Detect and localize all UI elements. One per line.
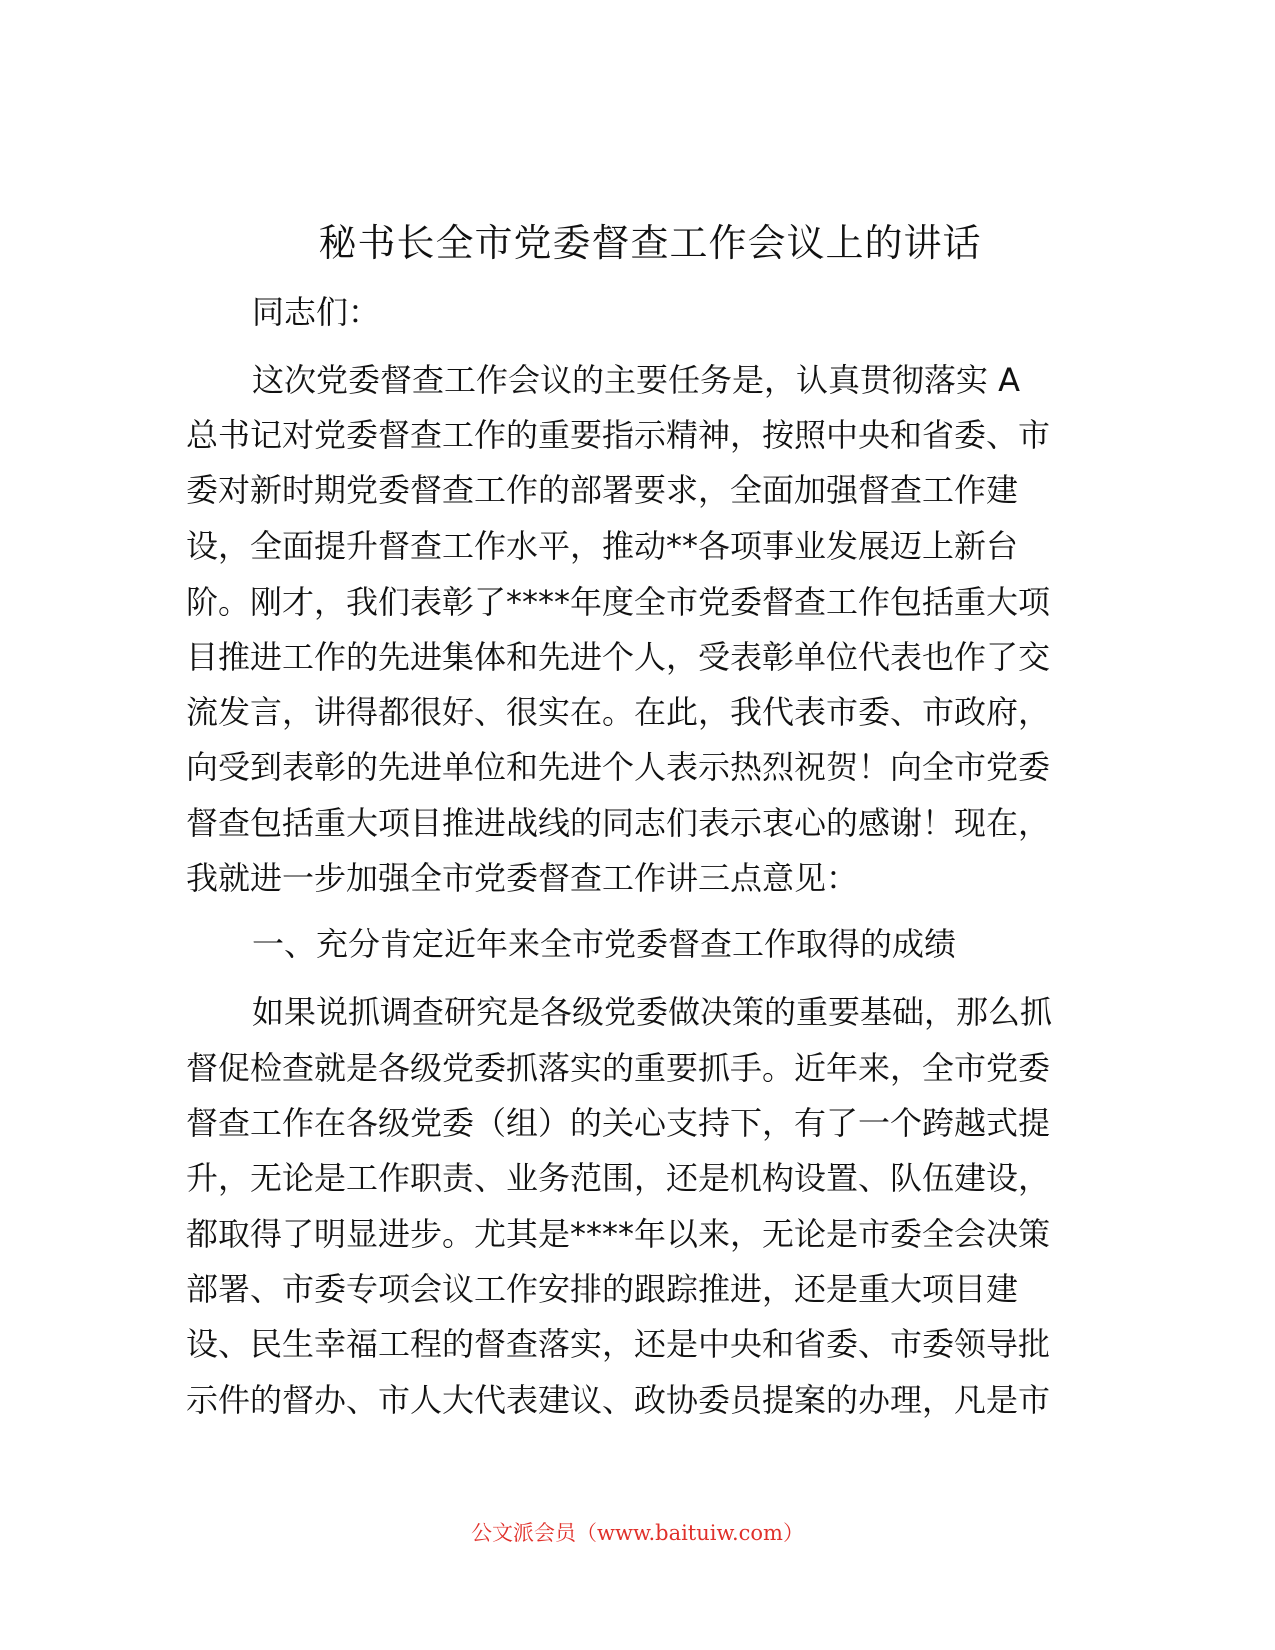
section-heading: 一、充分肯定近年来全市党委督查工作取得的成绩	[252, 925, 957, 963]
body-line: 向受到表彰的先进单位和先进个人表示热烈祝贺！向全市党委	[186, 748, 1051, 786]
footer-watermark-link[interactable]: 公文派会员（www.baituiw.com）	[471, 1521, 804, 1545]
body-line: 流发言，讲得都很好、很实在。在此，我代表市委、市政府，	[186, 693, 1051, 731]
body-line: 我就进一步加强全市党委督查工作讲三点意见：	[186, 859, 859, 897]
body-line: 督促检查就是各级党委抓落实的重要抓手。近年来，全市党委	[186, 1049, 1051, 1087]
document-title: 秘书长全市党委督查工作会议上的讲话	[318, 221, 982, 265]
body-line: 阶。刚才，我们表彰了****年度全市党委督查工作包括重大项	[186, 583, 1051, 621]
body-line: 如果说抓调查研究是各级党委做决策的重要基础，那么抓	[252, 993, 1053, 1031]
body-line: 升，无论是工作职责、业务范围，还是机构设置、队伍建设，	[186, 1159, 1051, 1197]
body-line: 总书记对党委督查工作的重要指示精神，按照中央和省委、市	[186, 416, 1051, 454]
body-line: 这次党委督查工作会议的主要任务是，认真贯彻落实 A	[252, 361, 1021, 399]
body-line: 示件的督办、市人大代表建议、政协委员提案的办理，凡是市	[186, 1381, 1051, 1419]
body-line: 设，全面提升督查工作水平，推动**各项事业发展迈上新台	[186, 527, 1019, 565]
body-line: 设、民生幸福工程的督查落实，还是中央和省委、市委领导批	[186, 1325, 1051, 1363]
body-line: 都取得了明显进步。尤其是****年以来，无论是市委全会决策	[186, 1215, 1051, 1253]
salutation-line: 同志们：	[252, 293, 381, 331]
body-line: 部署、市委专项会议工作安排的跟踪推进，还是重大项目建	[186, 1270, 1019, 1308]
body-line: 督查工作在各级党委（组）的关心支持下，有了一个跨越式提	[186, 1104, 1051, 1142]
body-line: 目推进工作的先进集体和先进个人，受表彰单位代表也作了交	[186, 638, 1051, 676]
body-line: 督查包括重大项目推进战线的同志们表示衷心的感谢！现在，	[186, 804, 1051, 842]
body-line: 委对新时期党委督查工作的部署要求，全面加强督查工作建	[186, 471, 1019, 509]
